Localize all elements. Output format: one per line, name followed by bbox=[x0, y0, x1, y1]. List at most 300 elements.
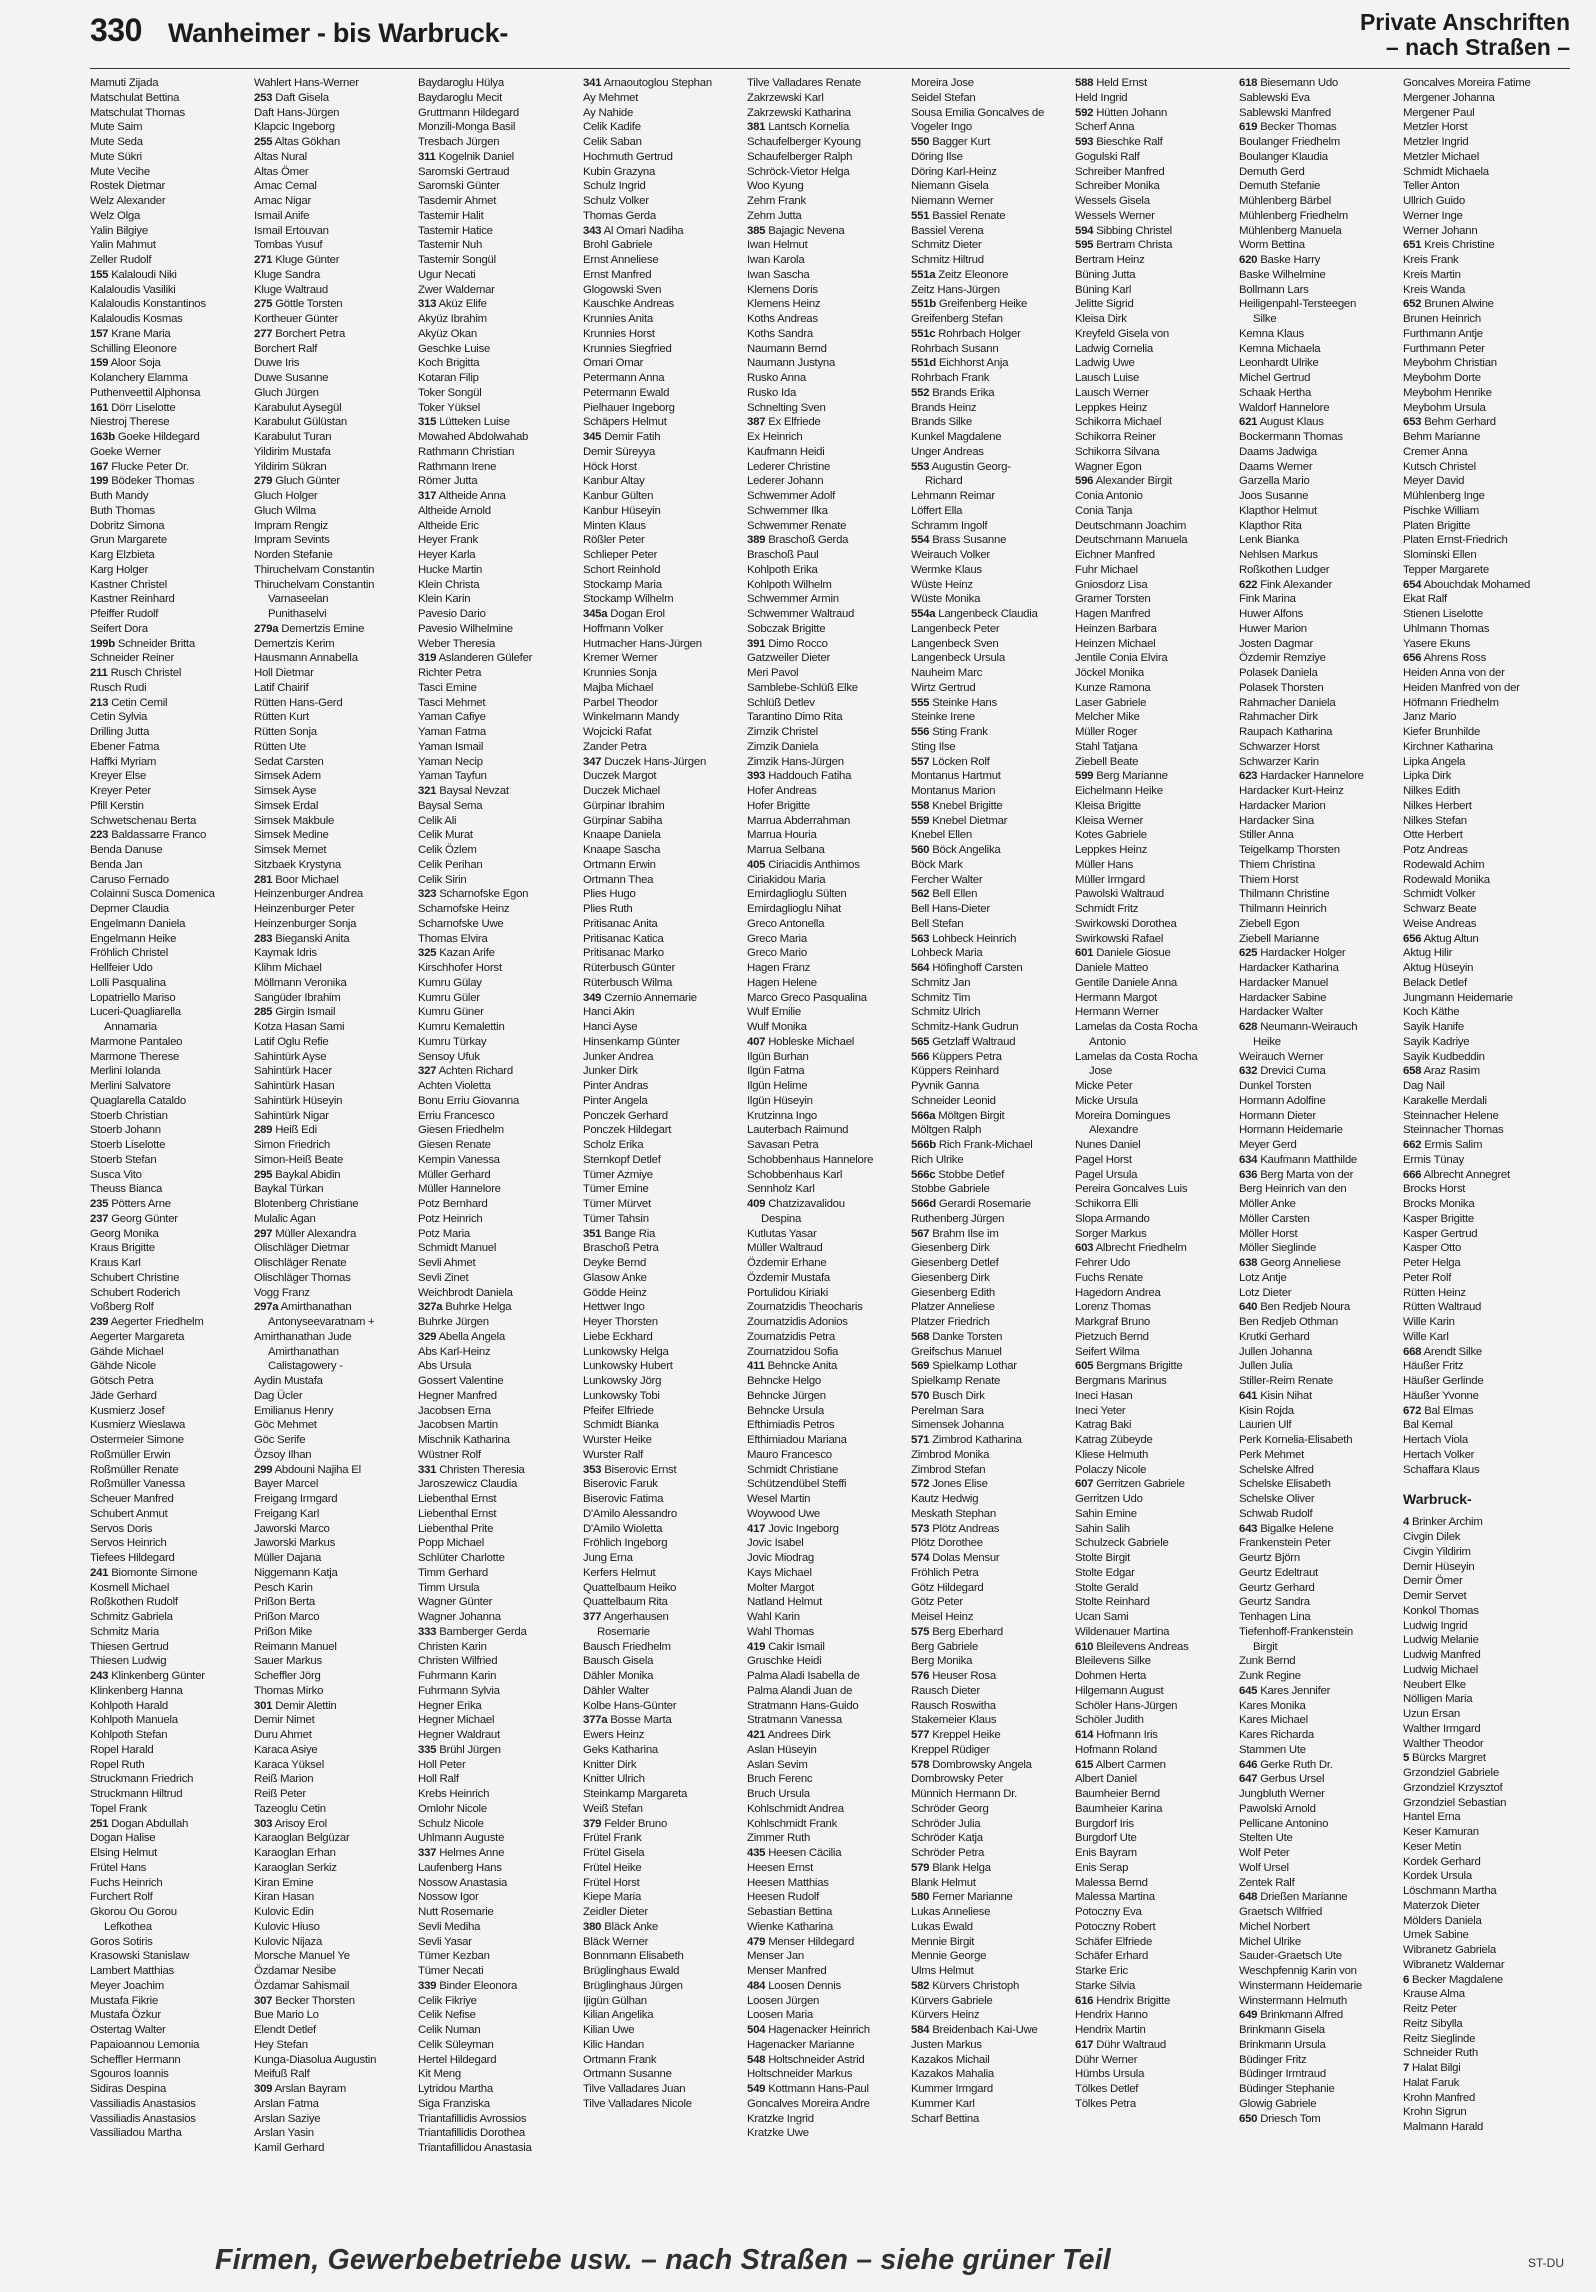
directory-entry bbox=[583, 902, 743, 917]
resident-name: Tarantino Dimo Rita bbox=[747, 711, 843, 724]
directory-entry bbox=[911, 710, 1071, 725]
resident-name: Niggemann Katja bbox=[254, 1566, 338, 1579]
section-title-line1: Private Anschriften bbox=[1359, 9, 1570, 35]
resident-name: Olischläger Dietmar bbox=[254, 1242, 350, 1255]
directory-entry bbox=[911, 356, 1071, 371]
resident-name: Quattelbaum Heiko bbox=[583, 1581, 677, 1594]
directory-entry bbox=[1239, 1227, 1399, 1242]
resident-name: Kleisa Brigitte bbox=[1075, 799, 1141, 812]
resident-name: Dag Ücler bbox=[254, 1389, 303, 1402]
resident-name: Duru Ahmet bbox=[254, 1729, 312, 1741]
resident-name: Buhrke Jürgen bbox=[418, 1316, 489, 1328]
resident-name: Gogulski Ralf bbox=[1075, 150, 1140, 163]
resident-name: Zimbrod Katharina bbox=[932, 1434, 1022, 1446]
directory-entry bbox=[1075, 1994, 1235, 2009]
resident-name: Popp Michael bbox=[418, 1537, 485, 1550]
directory-entry bbox=[583, 784, 743, 799]
resident-name: Brühl Jürgen bbox=[439, 1743, 501, 1756]
resident-name: Frütel Horst bbox=[583, 1876, 640, 1889]
resident-name: Schulzeck Gabriele bbox=[1075, 1537, 1169, 1550]
resident-name: Aslan Hüseyin bbox=[747, 1743, 817, 1756]
directory-entry bbox=[1239, 1389, 1399, 1404]
directory-entry bbox=[1403, 622, 1563, 637]
directory-entry bbox=[1403, 1678, 1563, 1693]
resident-name: Schwetschenau Berta bbox=[90, 814, 197, 827]
directory-entry bbox=[583, 814, 743, 829]
directory-entry bbox=[90, 1581, 250, 1596]
house-number: 559 bbox=[911, 814, 930, 827]
directory-entry bbox=[747, 1227, 907, 1242]
directory-entry bbox=[90, 1905, 250, 1920]
resident-name: Yalin Bilgiye bbox=[90, 224, 148, 237]
resident-name: Rusko Anna bbox=[747, 372, 806, 384]
directory-entry bbox=[254, 356, 414, 371]
directory-entry bbox=[418, 312, 578, 327]
directory-entry bbox=[747, 1389, 907, 1404]
directory-entry bbox=[747, 1492, 907, 1507]
directory-entry bbox=[418, 1123, 578, 1138]
resident-name: Heinzen Barbara bbox=[1075, 622, 1157, 635]
directory-entry bbox=[1403, 1855, 1563, 1870]
directory-entry bbox=[583, 1979, 743, 1994]
resident-name: Ostermeier Simone bbox=[90, 1434, 184, 1446]
house-number: 645 bbox=[1239, 1684, 1258, 1697]
resident-name: Yildirim Mustafa bbox=[254, 445, 331, 458]
resident-name: Fuchs Renate bbox=[1075, 1271, 1143, 1284]
page-header bbox=[90, 8, 1570, 66]
house-number: 668 bbox=[1403, 1345, 1422, 1358]
resident-name: Markgraf Bruno bbox=[1075, 1316, 1150, 1328]
resident-name: Döring Ilse bbox=[911, 150, 963, 163]
directory-entry bbox=[90, 2038, 250, 2053]
directory-entry bbox=[90, 1064, 250, 1079]
resident-name: Brocks Monika bbox=[1403, 1198, 1475, 1210]
resident-name: Al Omari Nadiha bbox=[603, 224, 684, 237]
resident-name: Schulz Ingrid bbox=[583, 180, 646, 193]
resident-name: Kumru Güler bbox=[418, 991, 480, 1004]
resident-name: Potz Bernhard bbox=[418, 1198, 488, 1210]
directory-entry bbox=[254, 1949, 414, 1964]
house-number: 636 bbox=[1239, 1168, 1258, 1181]
directory-entry bbox=[254, 1463, 414, 1478]
resident-name: Scharnofske Egon bbox=[439, 888, 529, 901]
resident-name: Freigang Irmgard bbox=[254, 1493, 338, 1505]
directory-entry bbox=[1239, 1330, 1399, 1345]
resident-name: Tümer Necati bbox=[418, 1965, 484, 1977]
resident-name: Biomonte Simone bbox=[111, 1566, 198, 1579]
house-number: 638 bbox=[1239, 1257, 1258, 1269]
resident-name: Hausmann Annabella bbox=[254, 652, 358, 665]
resident-name: Schubert Anmut bbox=[90, 1507, 168, 1520]
resident-name: Rahmacher Dirk bbox=[1239, 711, 1318, 724]
directory-entry bbox=[418, 1256, 578, 1271]
directory-entry bbox=[1403, 1005, 1563, 1020]
directory-entry bbox=[418, 1654, 578, 1669]
directory-entry bbox=[1403, 1766, 1563, 1781]
directory-entry bbox=[1403, 607, 1563, 622]
resident-name: Hendrix Martin bbox=[1075, 2024, 1146, 2036]
resident-name: Fehrer Udo bbox=[1075, 1257, 1131, 1269]
resident-name: Klemens Heinz bbox=[747, 298, 821, 311]
directory-entry bbox=[1239, 1507, 1399, 1522]
house-number: 646 bbox=[1239, 1758, 1258, 1771]
resident-name: Halat Bilgi bbox=[1412, 2062, 1461, 2074]
directory-entry bbox=[911, 917, 1071, 932]
resident-name: Blank Helga bbox=[932, 1861, 991, 1874]
directory-entry bbox=[911, 1640, 1071, 1655]
directory-entry bbox=[747, 401, 907, 416]
directory-entry bbox=[254, 1625, 414, 1640]
directory-entry bbox=[1239, 1610, 1399, 1625]
directory-entry bbox=[747, 445, 907, 460]
directory-entry bbox=[254, 578, 414, 593]
resident-name: Kohlpoth Erika bbox=[747, 563, 818, 576]
house-number: 167 bbox=[90, 460, 109, 473]
house-number: 566c bbox=[911, 1168, 936, 1181]
directory-entry bbox=[583, 1743, 743, 1758]
resident-name: Wille Karin bbox=[1403, 1316, 1455, 1328]
directory-entry bbox=[254, 238, 414, 253]
directory-entry bbox=[254, 2112, 414, 2127]
directory-entry bbox=[254, 1522, 414, 1537]
resident-name: Portulidou Kiriaki bbox=[747, 1286, 828, 1299]
directory-entry bbox=[911, 120, 1071, 135]
directory-entry bbox=[90, 814, 250, 829]
resident-name: Tümer Emine bbox=[583, 1183, 649, 1196]
resident-name: Celik Fikriye bbox=[418, 1994, 477, 2007]
directory-entry bbox=[90, 2008, 250, 2023]
directory-entry bbox=[254, 415, 414, 430]
resident-name: Buth Mandy bbox=[90, 490, 149, 502]
resident-name: Gluch Holger bbox=[254, 490, 318, 502]
resident-name: Rodewald Monika bbox=[1403, 873, 1490, 886]
directory-entry bbox=[911, 843, 1071, 858]
directory-entry bbox=[911, 1743, 1071, 1758]
resident-name: Hoffmann Volker bbox=[583, 622, 664, 635]
directory-entry bbox=[911, 1182, 1071, 1197]
resident-name: Parbel Theodor bbox=[583, 696, 658, 709]
directory-entry bbox=[911, 1227, 1071, 1242]
directory-entry bbox=[418, 1536, 578, 1551]
resident-name: Mute Sükri bbox=[90, 150, 142, 163]
house-number: 592 bbox=[1075, 106, 1094, 119]
resident-name: Simsek Erdal bbox=[254, 799, 319, 812]
resident-name: Ahrens Ross bbox=[1423, 652, 1487, 665]
resident-name: Georg Günter bbox=[111, 1212, 178, 1225]
directory-entry bbox=[418, 1728, 578, 1743]
resident-name: Marrua Selbana bbox=[747, 844, 825, 856]
directory-entry bbox=[583, 651, 743, 666]
directory-entry bbox=[1239, 696, 1399, 711]
resident-name: Bassiel Verena bbox=[911, 224, 984, 237]
resident-name: Laurien Ulf bbox=[1239, 1419, 1292, 1432]
resident-name: Steinnacher Helene bbox=[1403, 1109, 1499, 1122]
resident-name: Hertach Viola bbox=[1403, 1434, 1468, 1446]
directory-entry bbox=[1075, 179, 1235, 194]
house-number: 571 bbox=[911, 1434, 930, 1446]
resident-name: Civgin Dilek bbox=[1403, 1531, 1461, 1543]
resident-name: Kiran Hasan bbox=[254, 1891, 314, 1904]
directory-entry bbox=[1239, 2038, 1399, 2053]
directory-entry bbox=[254, 1153, 414, 1168]
directory-entry bbox=[747, 917, 907, 932]
resident-name: Bajagic Nevena bbox=[768, 224, 845, 237]
resident-name: Hormann Adolfine bbox=[1239, 1094, 1326, 1107]
directory-entry bbox=[1239, 1315, 1399, 1330]
directory-entry bbox=[747, 474, 907, 489]
resident-name: Ludwig Michael bbox=[1403, 1663, 1479, 1676]
directory-entry bbox=[254, 1772, 414, 1787]
directory-entry bbox=[747, 2038, 907, 2053]
resident-name: Jacobsen Erna bbox=[418, 1404, 491, 1417]
resident-name: Duwe Susanne bbox=[254, 372, 329, 384]
directory-entry bbox=[1239, 1109, 1399, 1124]
resident-name: Arnaoutoglou Stephan bbox=[603, 77, 712, 89]
resident-name: Sahintürk Nigar bbox=[254, 1109, 329, 1122]
resident-name: Ermis Tünay bbox=[1403, 1153, 1464, 1166]
resident-name: Scholz Erika bbox=[583, 1139, 644, 1151]
directory-entry bbox=[911, 1094, 1071, 1109]
resident-name: Ebener Fatma bbox=[90, 740, 160, 753]
directory-entry bbox=[418, 342, 578, 357]
resident-name-prefix: Marco bbox=[747, 991, 781, 1004]
resident-name: Buhrke Helga bbox=[445, 1301, 512, 1314]
directory-column bbox=[1075, 76, 1235, 2194]
resident-name: Roßmüller Vanessa bbox=[90, 1478, 185, 1491]
resident-name: Kreppel Heike bbox=[932, 1729, 1001, 1741]
directory-entry bbox=[1239, 194, 1399, 209]
resident-name: Götz Peter bbox=[911, 1596, 963, 1609]
directory-entry bbox=[1239, 622, 1399, 637]
directory-entry bbox=[583, 519, 743, 534]
resident-name: Roßmüller Renate bbox=[90, 1463, 179, 1476]
directory-entry bbox=[911, 415, 1071, 430]
resident-name: Kordek Gerhard bbox=[1403, 1855, 1481, 1868]
directory-entry bbox=[1239, 887, 1399, 902]
resident-name: Celik Numan bbox=[418, 2024, 481, 2036]
directory-entry bbox=[1403, 548, 1563, 563]
resident-name: Jaworski Markus bbox=[254, 1537, 336, 1550]
directory-entry bbox=[583, 283, 743, 298]
directory-entry bbox=[418, 1713, 578, 1728]
directory-entry bbox=[747, 651, 907, 666]
resident-name: Lenk Bianka bbox=[1239, 534, 1299, 547]
resident-name: Abella Angela bbox=[438, 1330, 505, 1343]
resident-name: Aegerter Margareta bbox=[90, 1330, 185, 1343]
directory-entry bbox=[254, 991, 414, 1006]
house-number: 337 bbox=[418, 1847, 437, 1859]
directory-entry bbox=[747, 2023, 907, 2038]
resident-name: Nutt Rosemarie bbox=[418, 1906, 494, 1918]
resident-name: Hagen Helene bbox=[747, 976, 817, 989]
directory-entry bbox=[90, 1876, 250, 1891]
directory-entry bbox=[911, 1404, 1071, 1419]
resident-name: Liebenthal Prite bbox=[418, 1522, 494, 1535]
resident-name: Hagenacker Marianne bbox=[747, 2038, 855, 2051]
directory-entry bbox=[418, 592, 578, 607]
directory-entry bbox=[747, 1949, 907, 1964]
house-number: 301 bbox=[254, 1699, 273, 1712]
resident-name: Amirthanathan Jude bbox=[254, 1330, 352, 1343]
house-number: 339 bbox=[418, 1979, 437, 1992]
directory-entry bbox=[254, 1920, 414, 1935]
resident-name: Scharnofske Heinz bbox=[418, 903, 510, 915]
directory-entry bbox=[747, 607, 907, 622]
resident-name: Möller Carsten bbox=[1239, 1212, 1310, 1225]
directory-entry bbox=[1075, 91, 1235, 106]
directory-entry bbox=[1239, 312, 1399, 327]
directory-entry bbox=[418, 1684, 578, 1699]
resident-name: Toker Yüksel bbox=[418, 401, 480, 414]
resident-name: Rathmann Christian bbox=[418, 445, 515, 458]
resident-name: Borchert Ralf bbox=[254, 342, 318, 355]
resident-name: Celik Kadife bbox=[583, 121, 641, 134]
resident-name: Garzella Mario bbox=[1239, 475, 1310, 488]
resident-name: Klinkenberg Hanna bbox=[90, 1684, 183, 1697]
house-number: 563 bbox=[911, 932, 930, 945]
directory-entry bbox=[1075, 769, 1235, 784]
resident-name: Hantel Erna bbox=[1403, 1811, 1461, 1824]
directory-entry bbox=[911, 946, 1071, 961]
resident-name: Dogan Abdullah bbox=[111, 1817, 189, 1830]
directory-entry bbox=[1239, 784, 1399, 799]
directory-entry bbox=[911, 961, 1071, 976]
directory-entry bbox=[1403, 1404, 1563, 1419]
directory-entry bbox=[90, 1463, 250, 1478]
directory-entry bbox=[747, 1315, 907, 1330]
directory-entry bbox=[1075, 1610, 1235, 1625]
directory-entry bbox=[418, 1315, 578, 1330]
directory-entry bbox=[747, 902, 907, 917]
directory-entry bbox=[254, 1935, 414, 1950]
resident-name: Rich Frank-Michael bbox=[938, 1139, 1033, 1151]
directory-entry bbox=[90, 533, 250, 548]
directory-entry bbox=[1403, 1722, 1563, 1737]
resident-name: Albert Daniel bbox=[1075, 1773, 1137, 1786]
resident-name: Berg Marianne bbox=[1096, 770, 1168, 783]
resident-name: Lunkowsky Jörg bbox=[583, 1375, 662, 1387]
directory-entry bbox=[254, 1168, 414, 1183]
directory-entry bbox=[747, 1212, 907, 1227]
directory-entry bbox=[1239, 2053, 1399, 2068]
resident-name: Potoczny Robert bbox=[1075, 1920, 1156, 1933]
resident-name: Gerbus Ursel bbox=[1260, 1773, 1325, 1786]
resident-name: Lefkothea bbox=[104, 1920, 152, 1933]
directory-entry bbox=[1075, 917, 1235, 932]
directory-entry bbox=[1075, 1699, 1235, 1714]
resident-name: Timm Gerhard bbox=[418, 1566, 488, 1579]
resident-name: Römer Jutta bbox=[418, 475, 478, 488]
directory-entry bbox=[90, 946, 250, 961]
directory-entry bbox=[90, 1654, 250, 1669]
directory-entry bbox=[911, 1345, 1071, 1360]
resident-name: Woo Kyung bbox=[747, 180, 804, 193]
directory-entry bbox=[1239, 268, 1399, 283]
resident-name: Sablewski Manfred bbox=[1239, 106, 1331, 119]
resident-name: Hardacker Katharina bbox=[1239, 962, 1339, 974]
directory-entry bbox=[254, 651, 414, 666]
directory-entry bbox=[747, 1079, 907, 1094]
directory-entry bbox=[1403, 1418, 1563, 1433]
directory-entry bbox=[911, 1079, 1071, 1094]
resident-name: Brüglinghaus Ewald bbox=[583, 1965, 680, 1977]
resident-name: Jung Erna bbox=[583, 1552, 633, 1564]
directory-entry bbox=[1075, 1005, 1235, 1020]
directory-entry bbox=[911, 2053, 1071, 2068]
directory-entry bbox=[90, 1846, 250, 1861]
resident-name: Stiller-Reim Renate bbox=[1239, 1375, 1334, 1387]
resident-name: Dombrowsky Angela bbox=[932, 1758, 1032, 1771]
resident-name: Freigang Karl bbox=[254, 1507, 320, 1520]
resident-name: Schikorra Elli bbox=[1075, 1198, 1138, 1210]
directory-entry bbox=[1239, 961, 1399, 976]
resident-name: Kasper Brigitte bbox=[1403, 1212, 1474, 1225]
directory-entry bbox=[747, 1168, 907, 1183]
resident-name: Karaca Asiye bbox=[254, 1743, 318, 1756]
resident-name: Hofmann Iris bbox=[1096, 1729, 1158, 1741]
directory-entry bbox=[911, 224, 1071, 239]
directory-entry bbox=[911, 1654, 1071, 1669]
resident-name: Kohlschmidt Andrea bbox=[747, 1802, 844, 1815]
directory-entry bbox=[1075, 1168, 1235, 1183]
directory-entry bbox=[583, 548, 743, 563]
resident-name: Hütten Johann bbox=[1096, 106, 1168, 119]
directory-entry bbox=[1403, 2046, 1563, 2061]
resident-name: Zeidler Dieter bbox=[583, 1906, 648, 1918]
directory-entry bbox=[90, 519, 250, 534]
directory-entry bbox=[418, 1522, 578, 1537]
directory-entry bbox=[90, 268, 250, 283]
resident-name: Kreis Martin bbox=[1403, 268, 1461, 281]
directory-column bbox=[747, 76, 907, 2194]
directory-entry bbox=[90, 76, 250, 91]
directory-entry bbox=[90, 592, 250, 607]
directory-entry bbox=[1075, 1935, 1235, 1950]
directory-entry bbox=[90, 2023, 250, 2038]
resident-name: Kluge Waltraud bbox=[254, 283, 328, 296]
resident-name: Rusch Christel bbox=[110, 667, 182, 679]
resident-name: Ziebell Egon bbox=[1239, 917, 1300, 930]
directory-entry bbox=[418, 946, 578, 961]
directory-entry bbox=[1239, 1123, 1399, 1138]
directory-entry bbox=[1403, 1869, 1563, 1884]
house-number: 253 bbox=[254, 91, 273, 104]
directory-entry bbox=[1403, 1530, 1563, 1545]
directory-entry bbox=[1239, 415, 1399, 430]
resident-name: Biesemann Udo bbox=[1260, 77, 1338, 89]
house-number: 411 bbox=[747, 1360, 765, 1373]
resident-name: Flucke Peter Dr. bbox=[111, 460, 189, 473]
directory-entry bbox=[583, 991, 743, 1006]
resident-name: Simon Friedrich bbox=[254, 1139, 331, 1151]
directory-entry bbox=[90, 460, 250, 475]
directory-entry bbox=[583, 356, 743, 371]
resident-name: Borchert Petra bbox=[275, 327, 346, 340]
directory-entry bbox=[747, 1123, 907, 1138]
resident-name: Fuhrmann Sylvia bbox=[418, 1684, 500, 1697]
directory-entry bbox=[254, 1197, 414, 1212]
house-number: 504 bbox=[747, 2024, 766, 2036]
directory-entry bbox=[418, 224, 578, 239]
directory-entry bbox=[90, 991, 250, 1006]
resident-name: Kreyfeld Gisela von bbox=[1075, 327, 1170, 340]
directory-entry bbox=[583, 1654, 743, 1669]
directory-entry bbox=[254, 696, 414, 711]
house-number: 601 bbox=[1075, 947, 1094, 960]
directory-entry bbox=[583, 194, 743, 209]
directory-entry bbox=[583, 1094, 743, 1109]
directory-entry bbox=[90, 1566, 250, 1581]
